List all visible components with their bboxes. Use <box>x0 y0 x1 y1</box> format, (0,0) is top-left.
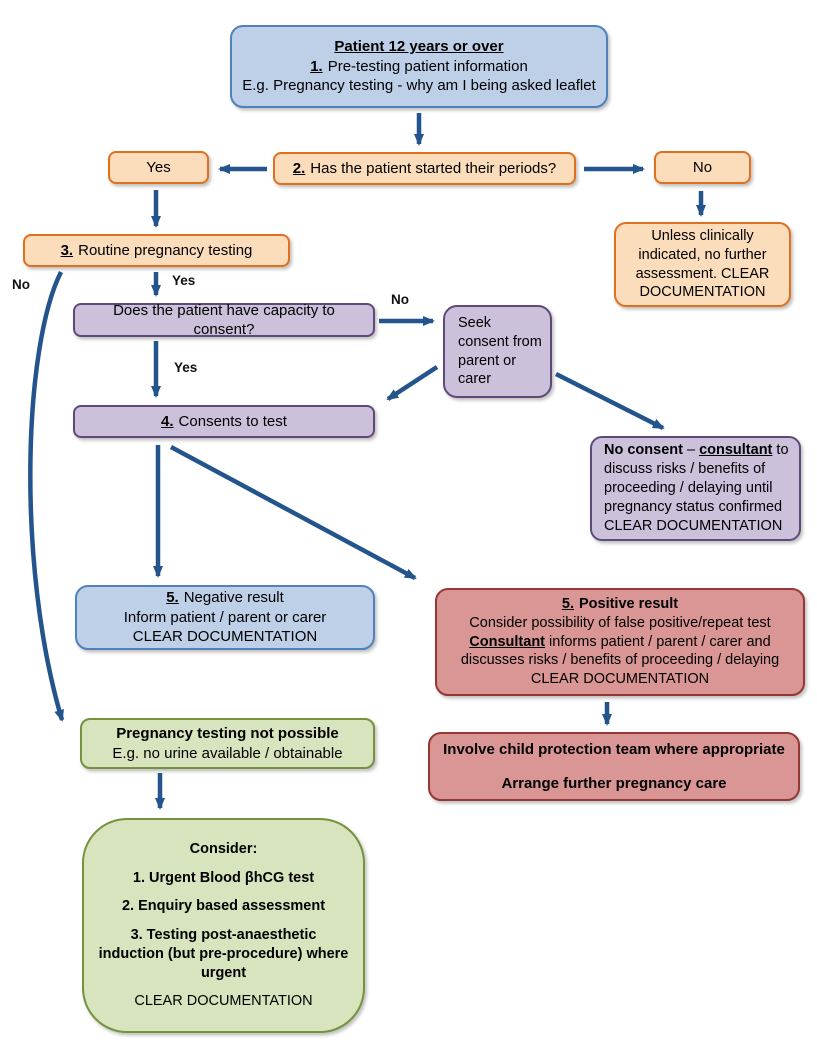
patient-info-example: E.g. Pregnancy testing - why am I being asked leaflet <box>242 77 596 95</box>
patient-info-heading: Patient 12 years or over <box>334 38 504 56</box>
node-no-consent <box>590 436 801 541</box>
consider-heading: Consider: <box>189 840 258 857</box>
consider-item1: 1. Urgent Blood βhCG test <box>132 869 315 886</box>
node-no-branch <box>654 151 751 184</box>
capacity-question-text: Does the patient have capacity to consent? <box>113 301 335 338</box>
arrow-seek-to-consents <box>388 367 437 399</box>
arrow-no-curve-to-notpossible <box>30 272 62 720</box>
node-positive-result <box>435 588 805 696</box>
node-child-protection <box>428 732 800 801</box>
child-protection-line1: Involve child protection team where appropriate <box>443 741 785 758</box>
node-yes-branch <box>108 151 209 184</box>
node-routine-testing <box>23 234 290 267</box>
node-consents-to-test <box>73 405 375 438</box>
edge-label-no-left: No <box>12 277 30 292</box>
no-branch-label: No <box>692 158 713 176</box>
routine-testing-text: 3. Routine pregnancy testing <box>60 241 253 259</box>
node-testing-not-possible <box>80 718 375 769</box>
node-periods-question <box>273 152 576 185</box>
consider-item3: 3. Testing post-anaesthetic induction (but pre-procedure) where urgent <box>98 926 349 981</box>
testing-not-possible-title: Pregnancy testing not possible <box>116 725 339 742</box>
seek-consent-text: Seek consent from parent or carer <box>458 314 542 388</box>
arrow-seek-to-noconsent <box>556 374 663 428</box>
positive-result-title: 5. Positive result <box>561 595 679 612</box>
edge-label-yes-routine: Yes <box>172 273 196 288</box>
consents-to-test-text: 4. Consents to test <box>161 412 287 430</box>
negative-result-line2: Inform patient / parent or carer <box>123 608 327 626</box>
no-consent-text: No consent – consultant to discuss risks / benefits of proceeding / delaying until pregnancy status confirmed CLEAR DOCUMENTATION <box>604 441 789 535</box>
no-further-assessment-text: Unless clinically indicated, no further assessment. CLEAR DOCUMENTATION <box>635 227 770 301</box>
node-negative-result <box>75 585 375 650</box>
node-seek-consent <box>443 305 552 398</box>
yes-branch-label: Yes <box>146 158 171 176</box>
negative-result-line3: CLEAR DOCUMENTATION <box>132 628 318 646</box>
positive-result-line3: Consultant informs patient / parent / carer and discusses risks / benefits of proceeding / delaying <box>460 633 780 669</box>
arrow-consents-to-positive <box>171 447 415 578</box>
child-protection-line2: Arrange further pregnancy care <box>501 774 727 792</box>
edge-label-no-capacity: No <box>391 292 409 307</box>
testing-not-possible-line2: E.g. no urine available / obtainable <box>112 744 343 762</box>
positive-result-line4: CLEAR DOCUMENTATION <box>530 671 710 688</box>
node-no-further-assessment <box>614 222 791 307</box>
patient-info-step-line: 1. Pre-testing patient information <box>310 57 528 75</box>
consider-item2: 2. Enquiry based assessment <box>121 898 326 915</box>
consider-footer: CLEAR DOCUMENTATION <box>134 993 313 1010</box>
node-consider <box>82 818 365 1033</box>
node-capacity-question <box>73 303 375 337</box>
periods-question-text: 2. Has the patient started their periods? <box>292 159 557 177</box>
negative-result-title: 5. Negative result <box>166 589 284 607</box>
positive-result-line2: Consider possibility of false positive/repeat test <box>469 614 771 631</box>
edge-label-yes-capacity: Yes <box>174 360 198 375</box>
node-patient-info <box>230 25 608 108</box>
